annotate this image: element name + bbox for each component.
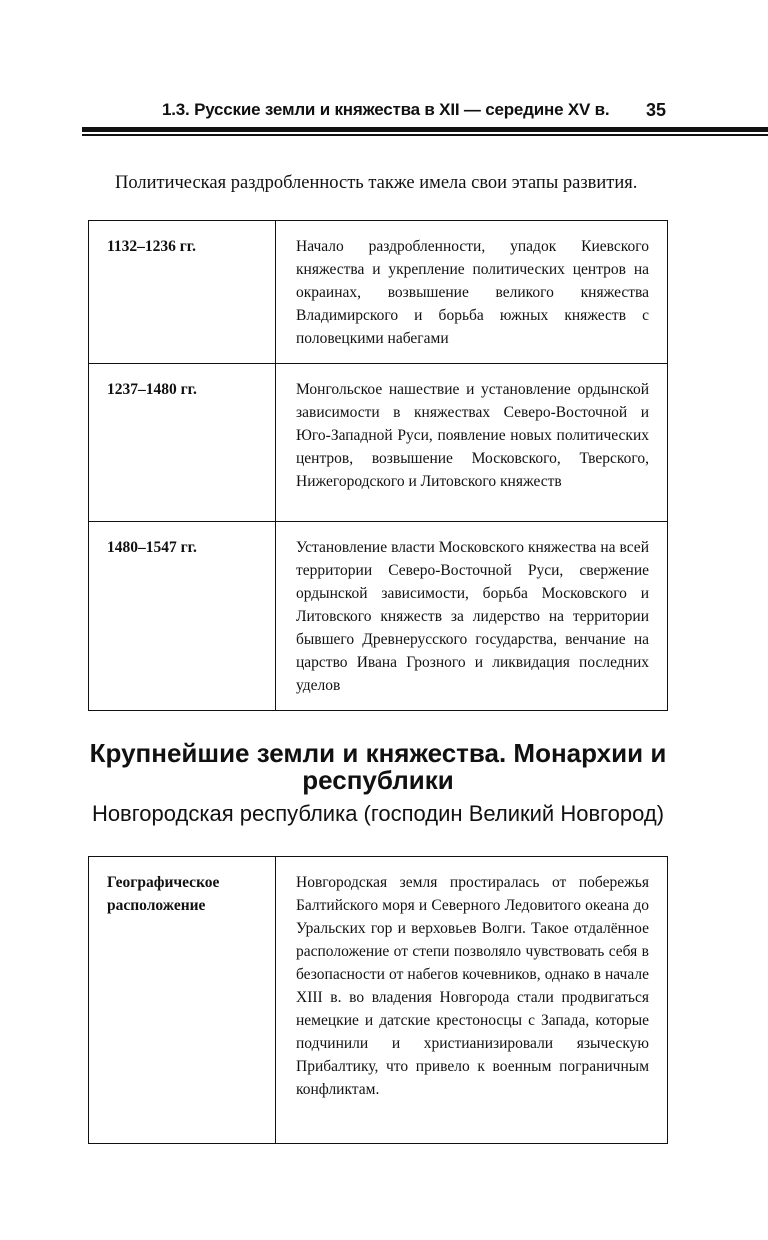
period-cell: 1480–1547 гг. [89, 522, 276, 711]
intro-paragraph: Политическая раздробленность также имела свои этапы развития. [115, 173, 638, 193]
running-header-title: 1.3. Русские земли и княжества в XII — середине XV в. [162, 100, 610, 119]
topic-text-cell: Новгородская земля простиралась от побережья Балтийского моря и Северного Ледовитого океана до Уральских гор и верховьев Волги. Такое отдалённое расположение от степи позволяло чувствовать себя в безопасности от набегов кочевников, однако в начале XIII в. во владения Новгорода стали продвигаться немецкие и датские крестоносцы с Запада, которые подчинили и христианизировали языческую Прибалтику, что привело к военным пограничным конфликтам. [276, 857, 668, 1144]
running-header [0, 92, 768, 132]
novgorod-table [88, 856, 668, 1144]
subsection-heading: Новгородская республика (господин Великий Новгород) [91, 801, 665, 826]
table-row [89, 522, 668, 711]
table-row [89, 364, 668, 522]
period-description: Начало раздробленности, упадок Киевского княжества и укрепление политических центров на окраинах, возвышение великого княжества Владимирского и борьба южных княжеств с половецкими набегами [276, 221, 668, 364]
page-number: 35 [646, 100, 667, 120]
table-row [89, 857, 668, 1144]
topic-label-cell: Географическое расположение [89, 857, 276, 1144]
period-cell: 1132–1236 гг. [89, 221, 276, 364]
period-description: Установление власти Московского княжества на всей территории Северо-Восточной Руси, свержение ордынской зависимости, борьба Московского и Литовского княжеств за лидерство на территории бывшего Древнерусского государства, венчание на царство Ивана Грозного и ликвидация последних уделов [276, 522, 668, 711]
period-cell: 1237–1480 гг. [89, 364, 276, 522]
table-row [89, 221, 668, 364]
period-description: Монгольское нашествие и установление ордынской зависимости в княжествах Северо-Восточной и Юго-Западной Руси, появление новых политических центров, возвышение Московского, Тверского, Нижегородского и Литовского княжеств [276, 364, 668, 522]
section-heading: Крупнейшие земли и княжества. Монархии и республики [89, 738, 667, 795]
header-rule-thick [82, 127, 768, 132]
header-rule-thin [82, 134, 768, 136]
periods-table [88, 220, 668, 711]
